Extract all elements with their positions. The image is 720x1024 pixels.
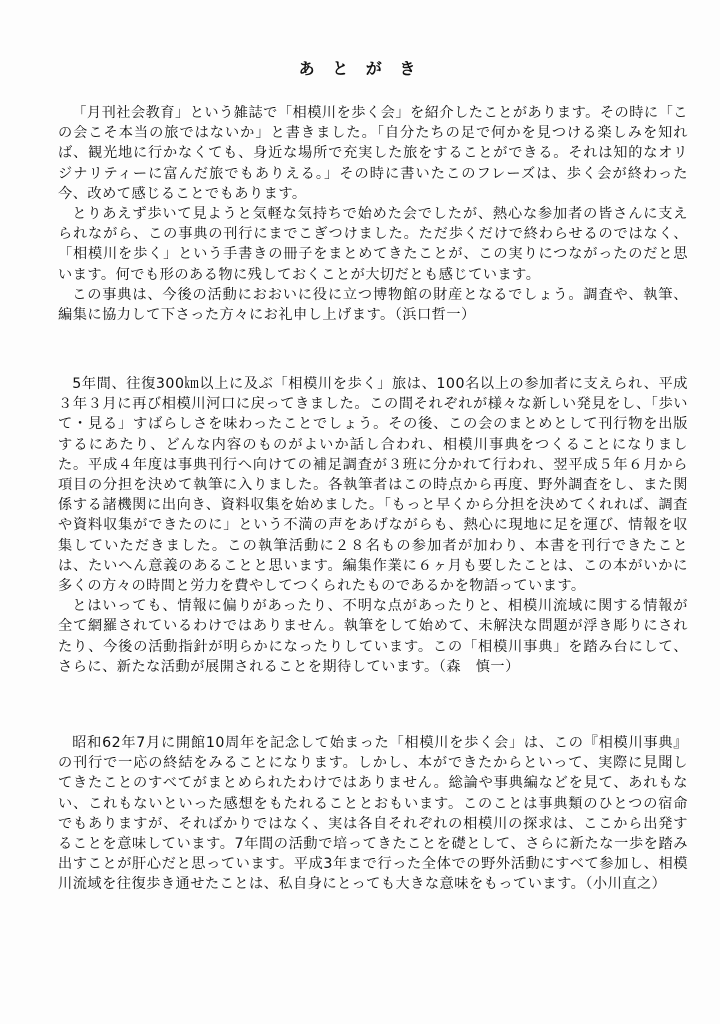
afterword-section-ogawa xyxy=(58,733,688,895)
afterword-section-hamaguchi xyxy=(58,103,688,325)
page-title: あ と が き xyxy=(298,59,422,78)
paragraph: 昭和62年7月に開館10周年を記念して始まった「相模川を歩く会」は、この『相模川事典』の刊行で一応の終結をみることになります。しかし、本ができたからといって、実際に見聞してきたことのすべてがまとめられたわけではありません。総論や事典編などを見て、あれもない、これもないといった感想をもたれることとおもいます。このことは事典類のひとつの宿命でもありますが、そればかりではなく、実は各自それぞれの相模川の探求は、ここから出発することを意味しています。7年間の活動で培ってきたことを礎として、さらに新たな一歩を踏み出すことが肝心だと思っています。平成3年まで行った全体での野外活動にすべて参加し、相模川流域を往復歩き通せたことは、私自身にとっても大きな意味をもっています。（小川直之） xyxy=(58,735,688,893)
paragraph: この事典は、今後の活動におおいに役に立つ博物館の財産となるでしょう。調査や、執筆、編集に協力して下さった方々にお礼申し上げます。（浜口哲一） xyxy=(58,286,688,324)
paragraph: 「月刊社会教育」という雑誌で「相模川を歩く会」を紹介したことがあります。その時に「この会こそ本当の旅ではないか」と書きました。「自分たちの足で何かを見つける楽しみを知れば、観光地に行かなくても、身近な場所で充実した旅をすることができる。それは知的なオリジナリティーに富んだ旅でもありえる。」その時に書いたこのフレーズは、歩く会が終わった今、改めて感じることでもあります。 xyxy=(58,105,688,202)
paragraph: 5年間、往復300㎞以上に及ぶ「相模川を歩く」旅は、100名以上の参加者に支えられ、平成３年３月に再び相模川河口に戻ってきました。この間それぞれが様々な新しい発見をし、「歩いて・見る」すばらしさを味わったことでしょう。その後、この会のまとめとして刊行物を出版するにあたり、どんな内容のものがよいか話し合われ、相模川事典をつくることになりました。平成４年度は事典刊行へ向けての補足調査が３班に分かれて行われ、翌平成５年６月から項目の分担を決めて執筆に入りました。各執筆者はこの時点から再度、野外調査をし、また関係する諸機関に出向き、資料収集を始めました。「もっと早くから分担を決めてくれれば、調査や資料収集ができたのに」という不満の声をあげながらも、熱心に現地に足を運び、情報を収集していただきました。この執筆活動に２８名もの参加者が加わり、本書を刊行できたことは、たいへん意義のあることと思います。編集作業に６ヶ月も要したことは、この本がいかに多くの方々の時間と労力を費やしてつくられたものであるかを物語っています。 xyxy=(58,376,688,595)
paragraph: とはいっても、情報に偏りがあったり、不明な点があったりと、相模川流域に関する情報が全て網羅されているわけではありません。執筆をして始めて、未解決な問題が浮き彫りにされたり、今後の活動指針が明らかになったりしています。この「相模川事典」を踏み台にして、さらに、新たな活動が展開されることを期待しています。（森 慎一） xyxy=(58,598,688,675)
paragraph: とりあえず歩いて見ようと気軽な気持ちで始めた会でしたが、熱心な参加者の皆さんに支えられながら、この事典の刊行にまでこぎつけました。ただ歩くだけで終わらせるのではなく、「相模川を歩く」という手書きの冊子をまとめてきたことが、この実りにつながったのだと思います。何でも形のある物に残しておくことが大切だとも感じています。 xyxy=(58,206,688,283)
afterword-section-mori xyxy=(58,374,688,677)
